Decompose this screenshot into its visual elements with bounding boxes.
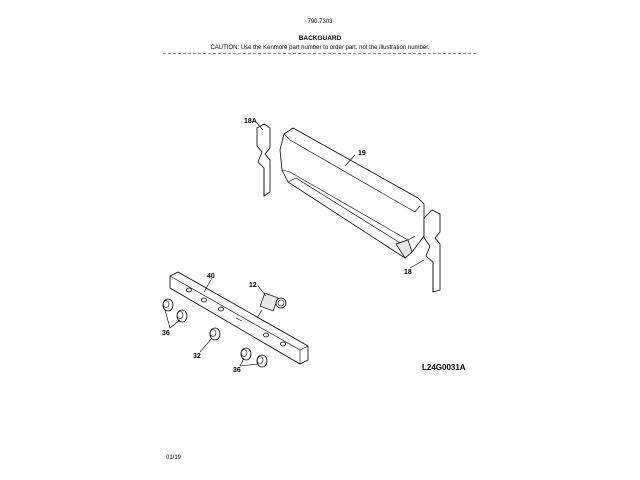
callout-12: 12 [249, 282, 257, 289]
end-bracket-18[interactable] [424, 210, 440, 292]
knob-36-left-a[interactable] [163, 299, 173, 311]
knob-36-right-a[interactable] [241, 348, 251, 360]
callout-40: 40 [207, 273, 215, 280]
callout-18: 18 [404, 269, 412, 276]
callout-18a: 18A [244, 118, 257, 125]
callout-32: 32 [193, 353, 201, 360]
footer-date: 01/19 [166, 455, 182, 461]
knob-36-left-b[interactable] [177, 310, 187, 322]
switch-12[interactable] [257, 293, 286, 318]
control-panel-40[interactable] [170, 272, 308, 364]
callout-19: 19 [358, 150, 366, 157]
caution-text: CAUTION: Use the Kenmore part number to order part, not the illustration number. [210, 45, 430, 51]
knob-36-right-b[interactable] [257, 355, 267, 367]
model-number: 790.7303 [307, 19, 333, 25]
callout-36-left: 36 [162, 330, 170, 337]
section-title: BACKGUARD [298, 35, 342, 42]
drawing-code: L24G0031A [422, 363, 466, 372]
backguard-panel-19[interactable] [280, 128, 424, 258]
callout-36-right: 36 [233, 367, 241, 374]
end-bracket-18a[interactable] [257, 124, 270, 196]
